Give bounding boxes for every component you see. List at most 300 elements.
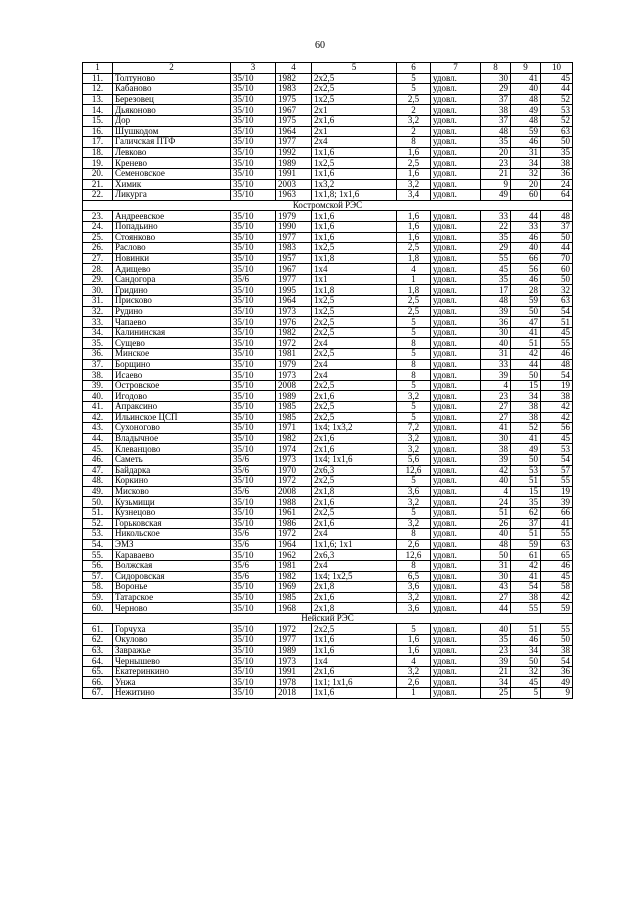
voltage-cell: 35/6 <box>231 274 276 285</box>
year-cell: 1985 <box>276 402 312 413</box>
row-number-cell: 61. <box>83 624 113 635</box>
substation-name-cell: Попадьино <box>113 221 231 232</box>
substation-name-cell: Дор <box>113 115 231 126</box>
condition-cell: удовл. <box>431 529 481 540</box>
power-cell: 8 <box>397 137 431 148</box>
value-col8-cell: 31 <box>481 560 511 571</box>
substation-name-cell: Саметь <box>113 454 231 465</box>
table-row <box>83 666 573 677</box>
value-col9-cell: 50 <box>511 656 541 667</box>
power-cell: 8 <box>397 560 431 571</box>
substations-table <box>82 62 573 699</box>
value-col8-cell: 38 <box>481 444 511 455</box>
substation-name-cell: Островское <box>113 380 231 391</box>
header-cell: 6 <box>397 63 431 74</box>
power-cell: 5 <box>397 624 431 635</box>
voltage-cell: 35/10 <box>231 221 276 232</box>
power-cell: 8 <box>397 370 431 381</box>
substation-name-cell: Андреевское <box>113 211 231 222</box>
table-row <box>83 402 573 413</box>
row-number-cell: 33. <box>83 317 113 328</box>
voltage-cell: 35/6 <box>231 571 276 582</box>
value-col9-cell: 41 <box>511 73 541 84</box>
voltage-cell: 35/10 <box>231 635 276 646</box>
value-col9-cell: 40 <box>511 243 541 254</box>
condition-cell: удовл. <box>431 412 481 423</box>
value-col8-cell: 21 <box>481 168 511 179</box>
substation-name-cell: Химик <box>113 179 231 190</box>
value-col10-cell: 56 <box>541 423 573 434</box>
row-number-cell: 36. <box>83 349 113 360</box>
table-row <box>83 518 573 529</box>
value-col8-cell: 29 <box>481 243 511 254</box>
value-col8-cell: 23 <box>481 645 511 656</box>
year-cell: 1995 <box>276 285 312 296</box>
condition-cell: удовл. <box>431 211 481 222</box>
table-row <box>83 486 573 497</box>
value-col8-cell: 23 <box>481 391 511 402</box>
condition-cell: удовл. <box>431 317 481 328</box>
row-number-cell: 27. <box>83 253 113 264</box>
substation-name-cell: Ильинское ЦСП <box>113 412 231 423</box>
value-col8-cell: 35 <box>481 137 511 148</box>
table-row <box>83 327 573 338</box>
value-col8-cell: 39 <box>481 656 511 667</box>
transformers-cell: 1х1,6; 1х1 <box>312 539 397 550</box>
value-col8-cell: 17 <box>481 285 511 296</box>
value-col10-cell: 50 <box>541 274 573 285</box>
condition-cell: удовл. <box>431 539 481 550</box>
row-number-cell: 55. <box>83 550 113 561</box>
value-col9-cell: 38 <box>511 412 541 423</box>
substation-name-cell: Окулово <box>113 635 231 646</box>
row-number-cell: 65. <box>83 666 113 677</box>
row-number-cell: 19. <box>83 158 113 169</box>
value-col10-cell: 37 <box>541 221 573 232</box>
substation-name-cell: Владычное <box>113 433 231 444</box>
substation-name-cell: Мисково <box>113 486 231 497</box>
substation-name-cell: Рудино <box>113 306 231 317</box>
transformers-cell: 2х2,5 <box>312 476 397 487</box>
value-col8-cell: 41 <box>481 423 511 434</box>
condition-cell: удовл. <box>431 507 481 518</box>
substation-name-cell: Калининская <box>113 327 231 338</box>
value-col10-cell: 46 <box>541 560 573 571</box>
transformers-cell: 1х4; 1х3,2 <box>312 423 397 434</box>
value-col9-cell: 47 <box>511 317 541 328</box>
voltage-cell: 35/10 <box>231 253 276 264</box>
year-cell: 1957 <box>276 253 312 264</box>
year-cell: 1977 <box>276 635 312 646</box>
condition-cell: удовл. <box>431 115 481 126</box>
table-row <box>83 529 573 540</box>
year-cell: 1978 <box>276 677 312 688</box>
voltage-cell: 35/10 <box>231 507 276 518</box>
row-number-cell: 15. <box>83 115 113 126</box>
substation-name-cell: Борщино <box>113 359 231 370</box>
voltage-cell: 35/10 <box>231 656 276 667</box>
year-cell: 1973 <box>276 454 312 465</box>
value-col8-cell: 22 <box>481 221 511 232</box>
transformers-cell: 2х2,5 <box>312 380 397 391</box>
transformers-cell: 2х1,6 <box>312 592 397 603</box>
row-number-cell: 51. <box>83 507 113 518</box>
value-col9-cell: 31 <box>511 147 541 158</box>
row-number-cell: 40. <box>83 391 113 402</box>
transformers-cell: 2х1,8 <box>312 603 397 614</box>
transformers-cell: 2х2,5 <box>312 402 397 413</box>
condition-cell: удовл. <box>431 423 481 434</box>
value-col8-cell: 30 <box>481 433 511 444</box>
year-cell: 1977 <box>276 137 312 148</box>
substation-name-cell: Новинки <box>113 253 231 264</box>
row-number-cell: 59. <box>83 592 113 603</box>
power-cell: 1 <box>397 274 431 285</box>
table-row <box>83 635 573 646</box>
substation-name-cell: Сухоногово <box>113 423 231 434</box>
condition-cell: удовл. <box>431 73 481 84</box>
value-col10-cell: 52 <box>541 94 573 105</box>
transformers-cell: 2х1,6 <box>312 391 397 402</box>
substation-name-cell: Сидоровская <box>113 571 231 582</box>
value-col9-cell: 48 <box>511 115 541 126</box>
substation-name-cell: Екатеринкино <box>113 666 231 677</box>
value-col10-cell: 54 <box>541 454 573 465</box>
transformers-cell: 2х1,6 <box>312 444 397 455</box>
table-row <box>83 264 573 275</box>
row-number-cell: 52. <box>83 518 113 529</box>
year-cell: 1964 <box>276 126 312 137</box>
voltage-cell: 35/10 <box>231 115 276 126</box>
table-row <box>83 624 573 635</box>
condition-cell: удовл. <box>431 147 481 158</box>
value-col9-cell: 49 <box>511 105 541 116</box>
power-cell: 3,2 <box>397 592 431 603</box>
voltage-cell: 35/10 <box>231 243 276 254</box>
value-col8-cell: 25 <box>481 688 511 699</box>
table-row <box>83 73 573 84</box>
substation-name-cell: Присково <box>113 296 231 307</box>
condition-cell: удовл. <box>431 677 481 688</box>
power-cell: 2,6 <box>397 539 431 550</box>
value-col10-cell: 35 <box>541 147 573 158</box>
year-cell: 1976 <box>276 317 312 328</box>
condition-cell: удовл. <box>431 137 481 148</box>
substation-name-cell: Минское <box>113 349 231 360</box>
condition-cell: удовл. <box>431 560 481 571</box>
transformers-cell: 1х1; 1х1,6 <box>312 677 397 688</box>
voltage-cell: 35/6 <box>231 529 276 540</box>
value-col8-cell: 20 <box>481 147 511 158</box>
value-col10-cell: 59 <box>541 603 573 614</box>
row-number-cell: 25. <box>83 232 113 243</box>
value-col10-cell: 63 <box>541 126 573 137</box>
voltage-cell: 35/10 <box>231 168 276 179</box>
power-cell: 2,5 <box>397 94 431 105</box>
transformers-cell: 2х1,8 <box>312 486 397 497</box>
table-row <box>83 359 573 370</box>
table-row <box>83 84 573 95</box>
power-cell: 3,6 <box>397 582 431 593</box>
power-cell: 5 <box>397 507 431 518</box>
year-cell: 1967 <box>276 264 312 275</box>
value-col8-cell: 24 <box>481 497 511 508</box>
value-col9-cell: 33 <box>511 221 541 232</box>
value-col8-cell: 35 <box>481 232 511 243</box>
section-row <box>83 613 573 624</box>
substation-name-cell: Исаево <box>113 370 231 381</box>
power-cell: 4 <box>397 656 431 667</box>
table-row <box>83 656 573 667</box>
transformers-cell: 1х1,6 <box>312 221 397 232</box>
substation-name-cell: Дьяконово <box>113 105 231 116</box>
table-row <box>83 571 573 582</box>
table-row <box>83 391 573 402</box>
section-row <box>83 200 573 211</box>
condition-cell: удовл. <box>431 306 481 317</box>
transformers-cell: 2х4 <box>312 560 397 571</box>
year-cell: 1973 <box>276 656 312 667</box>
power-cell: 7,2 <box>397 423 431 434</box>
condition-cell: удовл. <box>431 666 481 677</box>
condition-cell: удовл. <box>431 465 481 476</box>
value-col10-cell: 50 <box>541 232 573 243</box>
year-cell: 1962 <box>276 550 312 561</box>
value-col8-cell: 35 <box>481 635 511 646</box>
condition-cell: удовл. <box>431 285 481 296</box>
row-number-cell: 60. <box>83 603 113 614</box>
row-number-cell: 64. <box>83 656 113 667</box>
substation-name-cell: Кузьмищи <box>113 497 231 508</box>
year-cell: 1982 <box>276 571 312 582</box>
condition-cell: удовл. <box>431 274 481 285</box>
row-number-cell: 58. <box>83 582 113 593</box>
year-cell: 1992 <box>276 147 312 158</box>
voltage-cell: 35/10 <box>231 285 276 296</box>
voltage-cell: 35/10 <box>231 73 276 84</box>
header-row <box>83 63 573 74</box>
section-title: Нейский РЭС <box>83 613 573 624</box>
value-col8-cell: 40 <box>481 338 511 349</box>
power-cell: 5 <box>397 84 431 95</box>
value-col10-cell: 55 <box>541 624 573 635</box>
condition-cell: удовл. <box>431 571 481 582</box>
year-cell: 1983 <box>276 84 312 95</box>
value-col8-cell: 30 <box>481 73 511 84</box>
voltage-cell: 35/10 <box>231 179 276 190</box>
header-cell: 2 <box>113 63 231 74</box>
year-cell: 1981 <box>276 349 312 360</box>
substation-name-cell: Сущево <box>113 338 231 349</box>
value-col9-cell: 35 <box>511 497 541 508</box>
table-row <box>83 380 573 391</box>
power-cell: 5 <box>397 327 431 338</box>
table-row <box>83 94 573 105</box>
value-col8-cell: 26 <box>481 518 511 529</box>
value-col8-cell: 39 <box>481 454 511 465</box>
table-row <box>83 550 573 561</box>
transformers-cell: 1х1,8 <box>312 285 397 296</box>
year-cell: 1986 <box>276 518 312 529</box>
value-col8-cell: 40 <box>481 476 511 487</box>
row-number-cell: 42. <box>83 412 113 423</box>
substation-name-cell: Стоянково <box>113 232 231 243</box>
voltage-cell: 35/10 <box>231 666 276 677</box>
value-col8-cell: 38 <box>481 105 511 116</box>
condition-cell: удовл. <box>431 370 481 381</box>
voltage-cell: 35/10 <box>231 137 276 148</box>
year-cell: 1991 <box>276 666 312 677</box>
row-number-cell: 23. <box>83 211 113 222</box>
voltage-cell: 35/10 <box>231 677 276 688</box>
voltage-cell: 35/10 <box>231 327 276 338</box>
power-cell: 1,8 <box>397 285 431 296</box>
value-col9-cell: 34 <box>511 158 541 169</box>
power-cell: 8 <box>397 529 431 540</box>
section-title: Костромской РЭС <box>83 200 573 211</box>
table-row <box>83 126 573 137</box>
header-cell: 9 <box>511 63 541 74</box>
power-cell: 3,4 <box>397 190 431 201</box>
table-row <box>83 688 573 699</box>
value-col9-cell: 41 <box>511 571 541 582</box>
value-col10-cell: 42 <box>541 412 573 423</box>
row-number-cell: 14. <box>83 105 113 116</box>
value-col9-cell: 59 <box>511 539 541 550</box>
voltage-cell: 35/10 <box>231 105 276 116</box>
value-col9-cell: 59 <box>511 296 541 307</box>
transformers-cell: 1х2,5 <box>312 306 397 317</box>
year-cell: 1989 <box>276 391 312 402</box>
voltage-cell: 35/10 <box>231 211 276 222</box>
year-cell: 1975 <box>276 94 312 105</box>
power-cell: 3,2 <box>397 433 431 444</box>
voltage-cell: 35/6 <box>231 454 276 465</box>
year-cell: 1968 <box>276 603 312 614</box>
value-col9-cell: 38 <box>511 402 541 413</box>
value-col8-cell: 51 <box>481 507 511 518</box>
voltage-cell: 35/10 <box>231 84 276 95</box>
substation-name-cell: Чапаево <box>113 317 231 328</box>
value-col9-cell: 32 <box>511 666 541 677</box>
table-row <box>83 317 573 328</box>
value-col9-cell: 28 <box>511 285 541 296</box>
power-cell: 2,5 <box>397 158 431 169</box>
row-number-cell: 37. <box>83 359 113 370</box>
transformers-cell: 1х4 <box>312 656 397 667</box>
year-cell: 1964 <box>276 539 312 550</box>
year-cell: 1973 <box>276 370 312 381</box>
table-row <box>83 454 573 465</box>
value-col8-cell: 40 <box>481 529 511 540</box>
transformers-cell: 2х1,6 <box>312 497 397 508</box>
value-col9-cell: 44 <box>511 211 541 222</box>
condition-cell: удовл. <box>431 656 481 667</box>
transformers-cell: 1х1,6 <box>312 147 397 158</box>
power-cell: 8 <box>397 338 431 349</box>
table-row <box>83 507 573 518</box>
value-col9-cell: 15 <box>511 486 541 497</box>
row-number-cell: 13. <box>83 94 113 105</box>
value-col10-cell: 55 <box>541 529 573 540</box>
year-cell: 1975 <box>276 115 312 126</box>
value-col10-cell: 45 <box>541 571 573 582</box>
power-cell: 5 <box>397 476 431 487</box>
year-cell: 1991 <box>276 168 312 179</box>
condition-cell: удовл. <box>431 603 481 614</box>
value-col10-cell: 45 <box>541 433 573 444</box>
condition-cell: удовл. <box>431 253 481 264</box>
row-number-cell: 28. <box>83 264 113 275</box>
table-row <box>83 539 573 550</box>
voltage-cell: 35/10 <box>231 190 276 201</box>
transformers-cell: 1х2,5 <box>312 243 397 254</box>
value-col10-cell: 41 <box>541 518 573 529</box>
voltage-cell: 35/10 <box>231 497 276 508</box>
value-col10-cell: 53 <box>541 105 573 116</box>
value-col8-cell: 37 <box>481 94 511 105</box>
transformers-cell: 2х6,3 <box>312 550 397 561</box>
condition-cell: удовл. <box>431 592 481 603</box>
substation-name-cell: Кренево <box>113 158 231 169</box>
substation-name-cell: Волжская <box>113 560 231 571</box>
transformers-cell: 2х6,3 <box>312 465 397 476</box>
transformers-cell: 1х1,6 <box>312 645 397 656</box>
substation-name-cell: Сандогора <box>113 274 231 285</box>
value-col9-cell: 50 <box>511 454 541 465</box>
year-cell: 1971 <box>276 423 312 434</box>
substation-name-cell: Коркино <box>113 476 231 487</box>
condition-cell: удовл. <box>431 380 481 391</box>
value-col10-cell: 63 <box>541 296 573 307</box>
condition-cell: удовл. <box>431 84 481 95</box>
year-cell: 1983 <box>276 243 312 254</box>
voltage-cell: 35/10 <box>231 688 276 699</box>
value-col10-cell: 70 <box>541 253 573 264</box>
value-col9-cell: 41 <box>511 327 541 338</box>
table-row <box>83 296 573 307</box>
value-col8-cell: 55 <box>481 253 511 264</box>
value-col8-cell: 36 <box>481 317 511 328</box>
value-col10-cell: 55 <box>541 338 573 349</box>
power-cell: 3,6 <box>397 486 431 497</box>
substation-name-cell: Унжа <box>113 677 231 688</box>
voltage-cell: 35/10 <box>231 306 276 317</box>
table-row <box>83 582 573 593</box>
condition-cell: удовл. <box>431 221 481 232</box>
transformers-cell: 2х4 <box>312 359 397 370</box>
transformers-cell: 1х4; 1х1,6 <box>312 454 397 465</box>
transformers-cell: 1х1,8; 1х1,6 <box>312 190 397 201</box>
voltage-cell: 35/10 <box>231 349 276 360</box>
value-col10-cell: 36 <box>541 168 573 179</box>
table-row <box>83 285 573 296</box>
row-number-cell: 44. <box>83 433 113 444</box>
row-number-cell: 49. <box>83 486 113 497</box>
transformers-cell: 2х2,5 <box>312 327 397 338</box>
condition-cell: удовл. <box>431 582 481 593</box>
value-col9-cell: 5 <box>511 688 541 699</box>
year-cell: 1985 <box>276 592 312 603</box>
year-cell: 2008 <box>276 380 312 391</box>
transformers-cell: 1х2,5 <box>312 158 397 169</box>
table-row <box>83 211 573 222</box>
transformers-cell: 2х2,5 <box>312 624 397 635</box>
power-cell: 2,6 <box>397 677 431 688</box>
substation-name-cell: Толтуново <box>113 73 231 84</box>
transformers-cell: 1х1,6 <box>312 211 397 222</box>
value-col10-cell: 44 <box>541 84 573 95</box>
